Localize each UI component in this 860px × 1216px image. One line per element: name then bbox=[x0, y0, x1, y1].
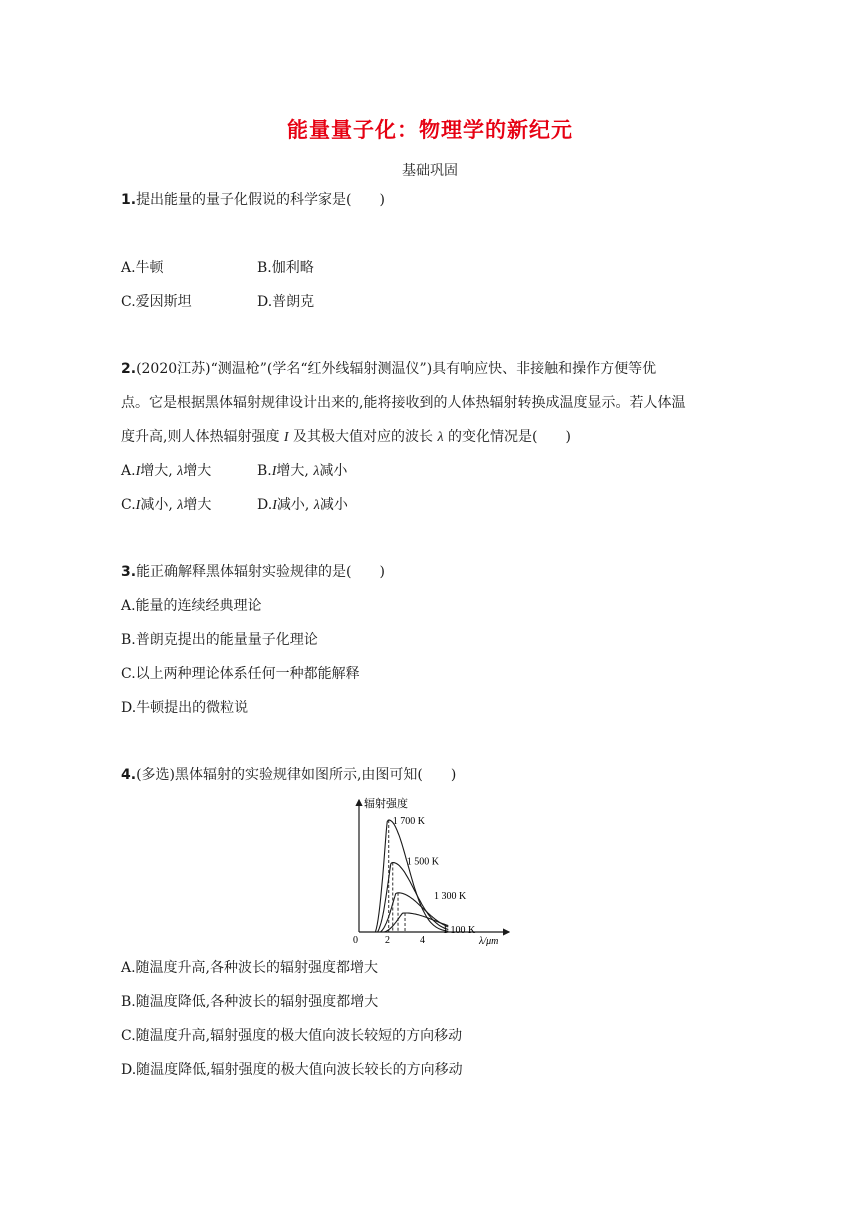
q1-option-a: A.牛顿 bbox=[121, 260, 164, 276]
question-2-line-2: 点。它是根据黑体辐射规律设计出来的,能将接收到的人体热辐射转换成温度显示。若人体温 bbox=[121, 395, 686, 411]
question-3-stem: 3.能正确解释黑体辐射实验规律的是( ) bbox=[121, 564, 385, 580]
question-2-line-3: 度升高,则人体热辐射强度 I 及其极大值对应的波长 λ 的变化情况是( ) bbox=[121, 429, 571, 445]
q2-option-b: B.I增大, λ减小 bbox=[257, 463, 348, 479]
origin-label: 0 bbox=[353, 935, 358, 946]
q4-option-a: A.随温度升高,各种波长的辐射强度都增大 bbox=[121, 960, 379, 976]
q3-option-a: A.能量的连续经典理论 bbox=[121, 598, 262, 614]
q2-option-c: C.I减小, λ增大 bbox=[121, 497, 212, 513]
q4-option-d: D.随温度降低,辐射强度的极大值向波长较长的方向移动 bbox=[121, 1062, 463, 1078]
question-number: 4. bbox=[121, 767, 137, 783]
question-1-stem: 1.提出能量的量子化假说的科学家是( ) bbox=[121, 192, 385, 208]
blackbody-radiation-chart bbox=[349, 794, 519, 946]
q2-option-d: D.I减小, λ减小 bbox=[257, 497, 348, 513]
q3-option-b: B.普朗克提出的能量量子化理论 bbox=[121, 632, 318, 648]
series-label-1300K: 1 300 K bbox=[434, 890, 467, 902]
question-number: 1. bbox=[121, 192, 137, 208]
q4-option-b: B.随温度降低,各种波长的辐射强度都增大 bbox=[121, 994, 379, 1010]
q1-option-b: B.伽利略 bbox=[257, 260, 314, 276]
x-tick-label-4: 4 bbox=[420, 935, 425, 946]
document-title: 能量量子化：物理学的新纪元 bbox=[287, 118, 573, 142]
series-label-1100K: 1 100 K bbox=[443, 924, 476, 936]
y-axis-label: 辐射强度 bbox=[364, 798, 408, 810]
q1-option-c: C.爱因斯坦 bbox=[121, 294, 192, 310]
question-number: 2. bbox=[121, 361, 137, 377]
q3-option-c: C.以上两种理论体系任何一种都能解释 bbox=[121, 666, 360, 682]
curve-1700K bbox=[375, 820, 448, 932]
x-tick-label-2: 2 bbox=[385, 935, 390, 946]
q3-option-d: D.牛顿提出的微粒说 bbox=[121, 700, 249, 716]
question-number: 3. bbox=[121, 564, 137, 580]
question-2-line-1: 2.(2020江苏)“测温枪”(学名“红外线辐射测温仪”)具有响应快、非接触和操作方便等优 bbox=[121, 361, 657, 377]
question-4-stem: 4.(多选)黑体辐射的实验规律如图所示,由图可知( ) bbox=[121, 767, 457, 783]
series-label-1700K: 1 700 K bbox=[392, 816, 425, 827]
q2-option-a: A.I增大, λ增大 bbox=[121, 463, 212, 479]
q4-option-c: C.随温度升高,辐射强度的极大值向波长较短的方向移动 bbox=[121, 1028, 463, 1044]
section-heading: 基础巩固 bbox=[402, 163, 458, 179]
series-label-1500K: 1 500 K bbox=[406, 856, 440, 868]
q1-option-d: D.普朗克 bbox=[257, 294, 315, 310]
x-axis-label: λ/μm bbox=[479, 936, 499, 946]
